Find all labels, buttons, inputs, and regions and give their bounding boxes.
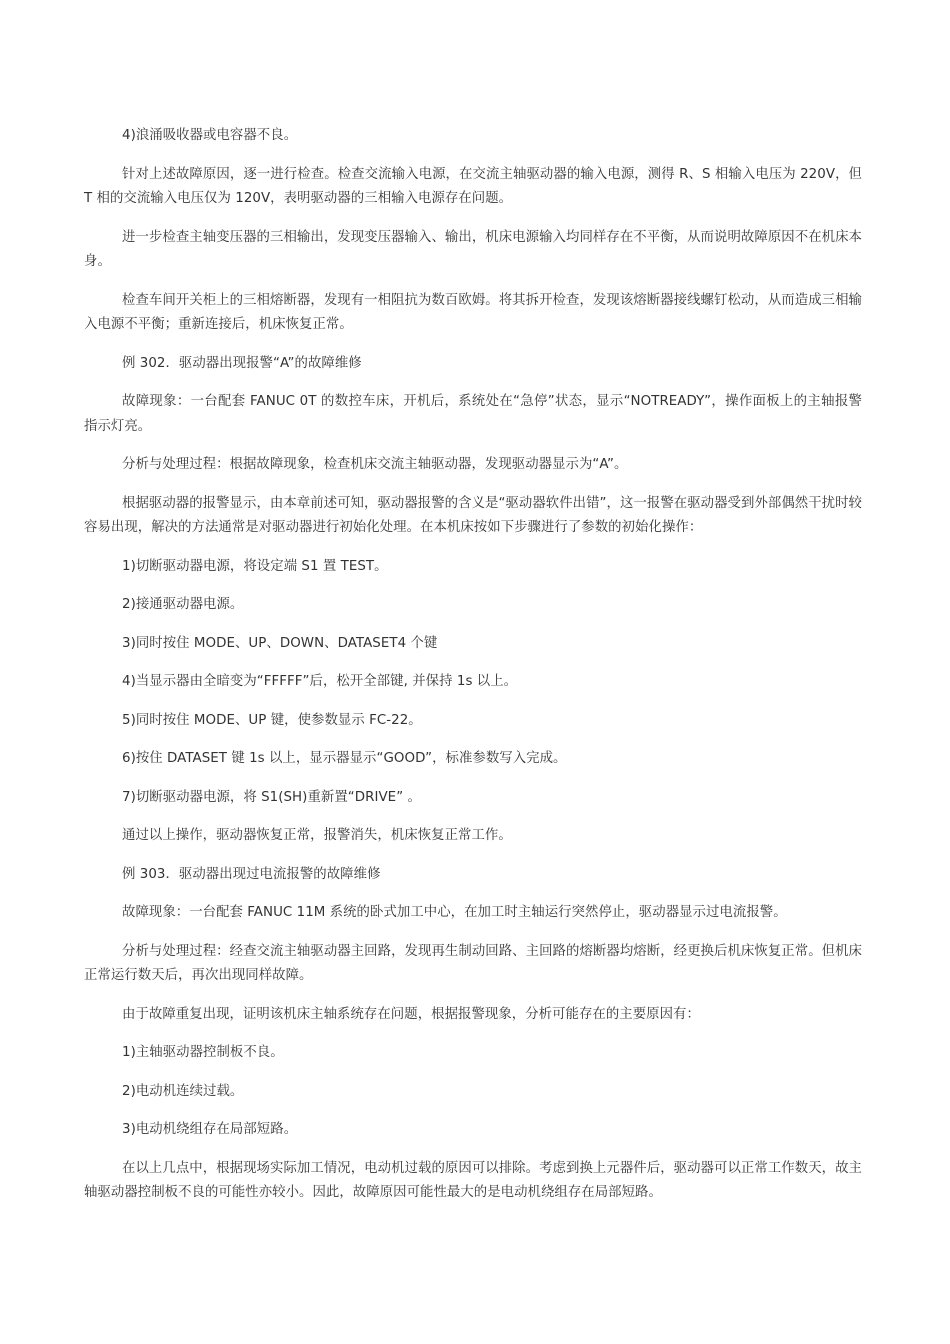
paragraph-transformer-check: 进一步检查主轴变压器的三相输出，发现变压器输入、输出，机床电源输入均同样存在不平衡，从而说明故障原因不在机床本身。 xyxy=(84,229,862,269)
cause-1: 1)主轴驱动器控制板不良。 xyxy=(122,1045,284,1060)
step-7: 7)切断驱动器电源，将 S1(SH)重新置“DRIVE” 。 xyxy=(122,789,421,805)
paragraph-surge-absorber: 4)浪涌吸收器或电容器不良。 xyxy=(122,128,298,143)
paragraph-303-analysis: 分析与处理过程：经查交流主轴驱动器主回路，发现再生制动回路、主回路的熔断器均熔断，经更换后机床恢复正常。但机床正常运行数天后，再次出现同样故障。 xyxy=(84,943,862,983)
paragraph-input-voltage-check: 针对上述故障原因，逐一进行检查。检查交流输入电源，在交流主轴驱动器的输入电源，测得 R、S 相输入电压为 220V，但 T 相的交流输入电压仅为 120V，表明驱动器的三相输入电源存在问题。 xyxy=(84,166,862,206)
paragraph-302-init-procedure: 根据驱动器的报警显示，由本章前述可知，驱动器报警的含义是“驱动器软件出错”，这一报警在驱动器受到外部偶然干扰时较容易出现，解决的方法通常是对驱动器进行初始化处理。在本机床按如下步骤进行了参数的初始化操作： xyxy=(84,495,862,535)
step-4: 4)当显示器由全暗变为“FFFFF”后，松开全部键, 并保持 1s 以上。 xyxy=(122,674,518,689)
example-303-heading: 例 303．驱动器出现过电流报警的故障维修 xyxy=(122,866,381,882)
cause-2: 2)电动机连续过载。 xyxy=(122,1083,244,1099)
step-2: 2)接通驱动器电源。 xyxy=(122,597,244,612)
step-3: 3)同时按住 MODE、UP、DOWN、DATASET4 个键 xyxy=(122,635,438,651)
step-1: 1)切断驱动器电源，将设定端 S1 置 TEST。 xyxy=(122,558,388,574)
step-6: 6)按住 DATASET 键 1s 以上，显示器显示“GOOD”，标准参数写入完成。 xyxy=(122,751,567,766)
paragraph-fuse-check: 检查车间开关柜上的三相熔断器，发现有一相阻抗为数百欧姆。将其拆开检查，发现该熔断器接线螺钉松动，从而造成三相输入电源不平衡；重新连接后，机床恢复正常。 xyxy=(84,292,862,332)
step-5: 5)同时按住 MODE、UP 键，使参数显示 FC-22。 xyxy=(122,712,422,728)
paragraph-303-conclusion: 在以上几点中，根据现场实际加工情况，电动机过载的原因可以排除。考虑到换上元器件后，驱动器可以正常工作数天，故主轴驱动器控制板不良的可能性亦较小。因此，故障原因可能性最大的是电动机绕组存在局部短路。 xyxy=(84,1160,862,1200)
cause-3: 3)电动机绕组存在局部短路。 xyxy=(122,1122,298,1137)
paragraph-303-causes-intro: 由于故障重复出现，证明该机床主轴系统存在问题，根据报警现象，分析可能存在的主要原因有： xyxy=(122,1006,700,1022)
document-body xyxy=(84,124,862,1220)
paragraph-302-analysis: 分析与处理过程：根据故障现象，检查机床交流主轴驱动器，发现驱动器显示为“A”。 xyxy=(122,457,628,472)
example-302-heading: 例 302．驱动器出现报警“A”的故障维修 xyxy=(122,355,362,371)
paragraph-302-result: 通过以上操作，驱动器恢复正常，报警消失，机床恢复正常工作。 xyxy=(122,828,512,843)
paragraph-302-symptom: 故障现象：一台配套 FANUC 0T 的数控车床，开机后，系统处在“急停”状态，显示“NOTREADY”，操作面板上的主轴报警指示灯亮。 xyxy=(84,394,862,434)
paragraph-303-symptom: 故障现象：一台配套 FANUC 11M 系统的卧式加工中心，在加工时主轴运行突然停止，驱动器显示过电流报警。 xyxy=(122,905,787,920)
